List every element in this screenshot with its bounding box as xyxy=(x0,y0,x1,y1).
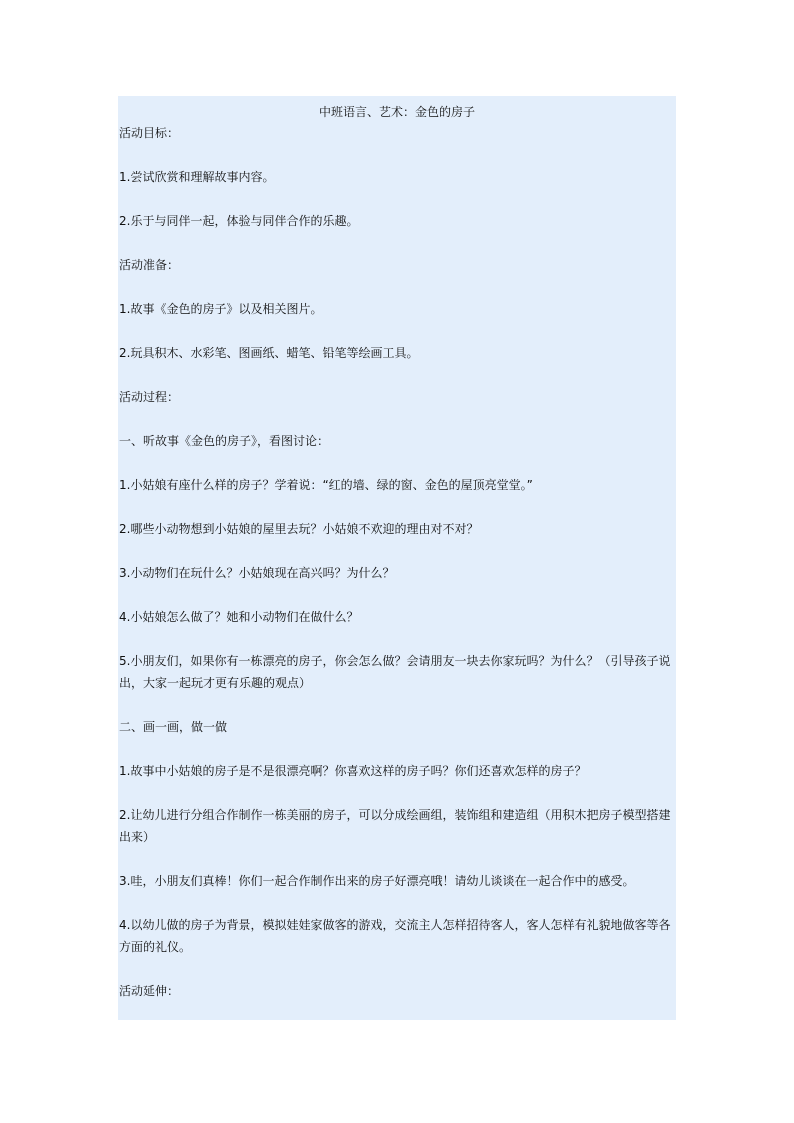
process-item-2-4: 4.以幼儿做的房子为背景，模拟娃娃家做客的游戏，交流主人怎样招待客人，客人怎样有礼貌地做客等各方面的礼仪。 xyxy=(119,918,671,954)
objective-item-2: 2.乐于与同伴一起，体验与同伴合作的乐趣。 xyxy=(119,214,359,228)
process-item-1-3: 3.小动物们在玩什么？小姑娘现在高兴吗？为什么？ xyxy=(119,566,395,580)
process-item-1-1: 1.小姑娘有座什么样的房子？学着说：“红的墙、绿的窗、金色的屋顶亮堂堂。” xyxy=(119,478,533,492)
process-item-1-5: 5.小朋友们，如果你有一栋漂亮的房子，你会怎么做？会请朋友一块去你家玩吗？为什么？（引导孩子说出，大家一起玩才更有乐趣的观点） xyxy=(119,654,671,690)
objective-item-1: 1.尝试欣赏和理解故事内容。 xyxy=(119,170,275,184)
heading-objectives: 活动目标： xyxy=(119,126,180,140)
heading-extension: 活动延伸： xyxy=(119,984,180,998)
preparation-item-1: 1.故事《金色的房子》以及相关图片。 xyxy=(119,302,323,316)
document-panel xyxy=(118,96,676,1020)
process-section-2: 二、画一画，做一做 xyxy=(119,720,228,734)
heading-preparation: 活动准备： xyxy=(119,258,180,272)
process-item-1-4: 4.小姑娘怎么做了？她和小动物们在做什么？ xyxy=(119,610,359,624)
heading-process: 活动过程： xyxy=(119,390,180,404)
process-item-2-3: 3.哇，小朋友们真棒！你们一起合作制作出来的房子好漂亮哦！请幼儿谈谈在一起合作中的感受。 xyxy=(119,874,635,888)
process-item-1-2: 2.哪些小动物想到小姑娘的屋里去玩？小姑娘不欢迎的理由对不对？ xyxy=(119,522,479,536)
document-title: 中班语言、艺术：金色的房子 xyxy=(318,105,475,119)
preparation-item-2: 2.玩具积木、水彩笔、图画纸、蜡笔、铅笔等绘画工具。 xyxy=(119,346,419,360)
process-section-1: 一、听故事《金色的房子》，看图讨论： xyxy=(119,434,330,448)
process-item-2-1: 1.故事中小姑娘的房子是不是很漂亮啊？你喜欢这样的房子吗？你们还喜欢怎样的房子？ xyxy=(119,764,587,778)
process-item-2-2: 2.让幼儿进行分组合作制作一栋美丽的房子，可以分成绘画组，装饰组和建造组（用积木把房子模型搭建出来） xyxy=(119,808,671,844)
